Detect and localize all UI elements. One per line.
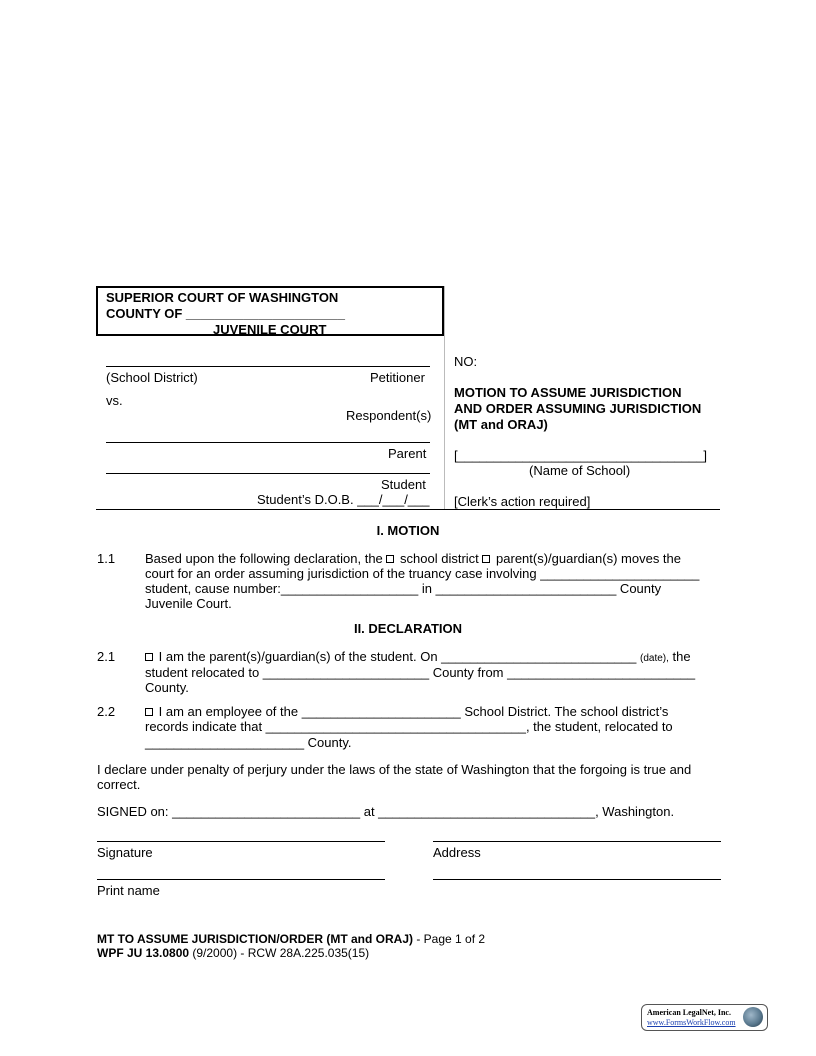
motion-line1-text: Based upon the following declaration, the — [145, 551, 383, 566]
parent-blank[interactable] — [106, 442, 430, 443]
declaration-item2-line1 — [145, 704, 668, 719]
logo-company: American LegalNet, Inc. — [647, 1008, 731, 1017]
declaration-item1-line3: County. — [145, 680, 189, 695]
footer-line1 — [97, 932, 485, 946]
respondents-label: Respondent(s) — [346, 408, 432, 423]
footer-form-title: MT TO ASSUME JURISDICTION/ORDER (MT and ORAJ) — [97, 932, 414, 946]
logo-url-link[interactable]: www.FormsWorkFlow.com — [647, 1018, 736, 1027]
print-name-label: Print name — [97, 883, 160, 898]
declaration-item2-line2: records indicate that ____________________________________, the student, relocated to — [145, 719, 673, 734]
school-district-option: school district — [400, 551, 479, 566]
signature-blank[interactable] — [97, 841, 385, 842]
motion-line4: Juvenile Court. — [145, 596, 232, 611]
parent-guardian-option: parent(s)/guardian(s) moves the — [496, 551, 682, 566]
court-name-line1: SUPERIOR COURT OF WASHINGTON — [106, 290, 339, 305]
school-district-blank[interactable] — [106, 366, 430, 367]
declaration-item1-tail: the — [672, 649, 691, 664]
declaration-item2-number: 2.2 — [97, 704, 116, 719]
court-juvenile-line: JUVENILE COURT — [213, 322, 327, 337]
declaration-item1-number: 2.1 — [97, 649, 116, 664]
case-number-label: NO: — [454, 354, 478, 369]
employee-declarant-checkbox[interactable] — [145, 708, 153, 716]
parent-declarant-checkbox[interactable] — [145, 653, 153, 661]
motion-line2: court for an order assuming jurisdiction of the truancy case involving ______________________ — [145, 566, 700, 581]
declaration-item1-line2: student relocated to _______________________ County from __________________________ — [145, 665, 696, 680]
address-blank-2[interactable] — [433, 879, 721, 880]
declaration-item1-text: I am the parent(s)/guardian(s) of the student. On ___________________________ — [158, 649, 637, 664]
date-hint: (date), — [640, 653, 669, 664]
caption-divider — [444, 286, 445, 509]
parent-guardian-checkbox[interactable] — [482, 555, 490, 563]
print-name-blank[interactable] — [97, 879, 385, 880]
motion-heading: I. MOTION — [376, 523, 440, 538]
address-label: Address — [433, 845, 481, 860]
school-name-field[interactable]: [__________________________________] — [454, 448, 708, 463]
school-district-checkbox[interactable] — [386, 555, 394, 563]
caption-bottom-rule — [96, 509, 720, 510]
declaration-heading: II. DECLARATION — [353, 621, 463, 636]
footer-page-number: - Page 1 of 2 — [413, 932, 486, 946]
name-of-school-label: (Name of School) — [529, 463, 631, 478]
document-title-line1: MOTION TO ASSUME JURISDICTION — [454, 385, 682, 400]
declaration-item2-text: I am an employee of the ______________________ School District. The school district’s — [158, 704, 669, 719]
document-title-line2: AND ORDER ASSUMING JURISDICTION — [454, 401, 702, 416]
penalty-statement-line2: correct. — [97, 777, 141, 792]
student-label: Student — [381, 477, 426, 492]
footer-line2 — [97, 946, 369, 960]
parent-label: Parent — [388, 446, 427, 461]
penalty-statement-line1: I declare under penalty of perjury under the laws of the state of Washington that the forgoing is true and — [97, 762, 692, 777]
globe-icon — [743, 1007, 763, 1027]
motion-line1 — [145, 551, 681, 566]
americanlegalnet-logo[interactable] — [641, 1004, 768, 1031]
court-county-line: COUNTY OF ______________________ — [106, 306, 345, 321]
student-blank[interactable] — [106, 473, 430, 474]
student-dob-field[interactable]: Student’s D.O.B. ___/___/___ — [257, 492, 430, 507]
clerks-action-note: [Clerk’s action required] — [454, 494, 591, 509]
declaration-item1-line1 — [145, 649, 691, 666]
signature-label: Signature — [97, 845, 153, 860]
address-blank[interactable] — [433, 841, 721, 842]
petitioner-label: Petitioner — [370, 370, 425, 385]
school-district-label: (School District) — [106, 370, 198, 385]
document-title-line3: (MT and ORAJ) — [454, 417, 548, 432]
footer-form-number: WPF JU 13.0800 — [97, 946, 190, 960]
declaration-item2-line3: ______________________ County. — [145, 735, 352, 750]
vs-label: vs. — [106, 393, 123, 408]
footer-revision: (9/2000) - RCW 28A.225.035(15) — [189, 946, 370, 960]
signed-on-line[interactable]: SIGNED on: __________________________ at ______________________________, Washington. — [97, 804, 675, 819]
motion-item-number: 1.1 — [97, 551, 116, 566]
motion-line3: student, cause number:___________________ in _________________________ County — [145, 581, 662, 596]
